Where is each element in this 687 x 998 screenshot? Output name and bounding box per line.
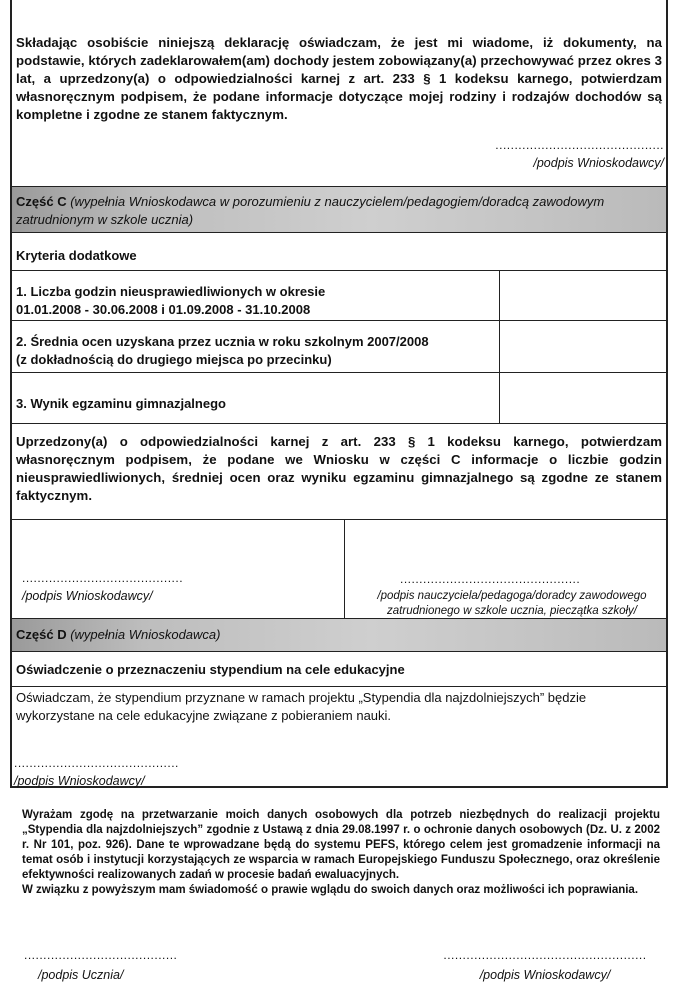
signature-label: /podpis Wnioskodawcy/ (22, 589, 153, 603)
teacher-signature (362, 574, 662, 619)
signature-line: ............................................... (400, 572, 581, 586)
signature-label: /podpis nauczyciela/pedagoga/doradcy zawodowego zatrudnionego w szkole ucznia, pieczątka szkoły/ (377, 590, 647, 617)
part-c-title: Część C (16, 194, 67, 209)
part-d-title: Część D (16, 627, 67, 642)
signature-line: .......................................... (22, 571, 184, 585)
part-d-statement: Oświadczam, że stypendium przyznane w ramach projektu „Stypendia dla najzdolniejszych” będzie wykorzystane na cele edukacyjne związane z pobieraniem nauki. (16, 690, 587, 723)
part-d-header (12, 619, 666, 652)
criteria-label: 2. Średnia ocen uzyskana przez ucznia w roku szkolnym 2007/2008 (z dokładnością do drugiego miejsca po przecinku) (16, 334, 429, 367)
student-signature (24, 950, 177, 983)
signature-label: /podpis Wnioskodawcy/ (533, 156, 664, 170)
part-c-statement: Uprzedzony(a) o odpowiedzialności karnej z art. 233 § 1 kodeksu karnego, potwierdzam własnoręcznym podpisem, że podane we Wniosku w części C informacje o liczbie godzin nieusprawiedliwionych, średniej ocen oraz wyniku egzaminu gimnazjalnego są zgodne ze stanem faktycznym. (16, 434, 662, 503)
criteria-value-field[interactable] (504, 373, 662, 423)
criteria-row (12, 271, 666, 321)
part-c-statement-section (12, 424, 666, 520)
criteria-value-field[interactable] (504, 321, 662, 372)
criteria-row (12, 373, 666, 424)
column-divider (344, 520, 345, 618)
signature-line: ............................................ (495, 138, 664, 152)
signature-label: /podpis Wnioskodawcy/ (479, 968, 611, 982)
part-d-heading: Oświadczenie o przeznaczeniu stypendium na cele edukacyjne (12, 652, 666, 687)
data-processing-consent (22, 808, 660, 898)
part-c-header (12, 187, 666, 233)
final-applicant-signature (425, 950, 665, 983)
applicant-signature (22, 573, 183, 604)
column-divider (499, 321, 500, 372)
consent-paragraph: Wyrażam zgodę na przetwarzanie moich danych osobowych dla potrzeb niezbędnych do realizacji projektu „Stypendia dla najzdolniejszych” zgodnie z Ustawą z dnia 29.08.1997 r. o ochronie danych osobowych (Dz. U. z 2002 r. Nr 101, poz. 926). Dane te wprowadzane będą do systemu PEFS, którego celem jest gromadzenie informacji na temat osób i instytucji korzystających ze wsparcia w ramach Europejskiego Funduszu Społecznego, oraz określenie efektywności realizowanych zadań w procesie badań ewaluacyjnych. (22, 809, 660, 881)
declaration-signature (495, 140, 664, 170)
part-d-statement-section (12, 687, 666, 788)
declaration-text: Składając osobiście niniejszą deklarację oświadczam, że jest mi wiadome, iż dokumenty, na podstawie, których zadeklarowałem(am) dochody jestem zobowiązany(a) przechowywać przez okres 3 lat, a uprzedzony(a) o odpowiedzialności karnej z art. 233 § 1 kodeksu karnego, potwierdzam własnoręcznym podpisem, że podane informacje dotyczące mojej rodziny i rodzajów dochodów są kompletne i zgodne ze stanem faktycznym. (16, 35, 662, 122)
part-c-subtitle: (wypełnia Wnioskodawca w porozumieniu z nauczycielem/pedagogiem/doradcą zawodowym zatrudnionym w szkole ucznia) (16, 194, 605, 227)
extra-criteria-heading: Kryteria dodatkowe (12, 233, 666, 271)
signature-line: ........................................ (24, 948, 178, 962)
application-form (10, 0, 668, 788)
criteria-label: 3. Wynik egzaminu gimnazjalnego (16, 396, 226, 411)
signature-label: /podpis Wnioskodawcy/ (14, 774, 145, 788)
consent-paragraph: W związku z powyższym mam świadomość o prawie wglądu do swoich danych oraz możliwości ich poprawiania. (22, 884, 639, 896)
part-d-signature (14, 758, 179, 789)
signature-line: ........................................... (14, 756, 179, 770)
column-divider (499, 271, 500, 320)
criteria-row (12, 321, 666, 373)
column-divider (499, 373, 500, 423)
declaration-section (12, 0, 666, 187)
signature-label: /podpis Ucznia/ (38, 968, 124, 982)
part-c-signatures (12, 520, 666, 619)
part-d-subtitle: (wypełnia Wnioskodawca) (70, 627, 221, 642)
signature-line: ..................................................... (443, 948, 647, 962)
criteria-label: 1. Liczba godzin nieusprawiedliwionych w okresie 01.01.2008 - 30.06.2008 i 01.09.2008 - 31.10.2008 (16, 284, 326, 317)
criteria-value-field[interactable] (504, 271, 662, 320)
